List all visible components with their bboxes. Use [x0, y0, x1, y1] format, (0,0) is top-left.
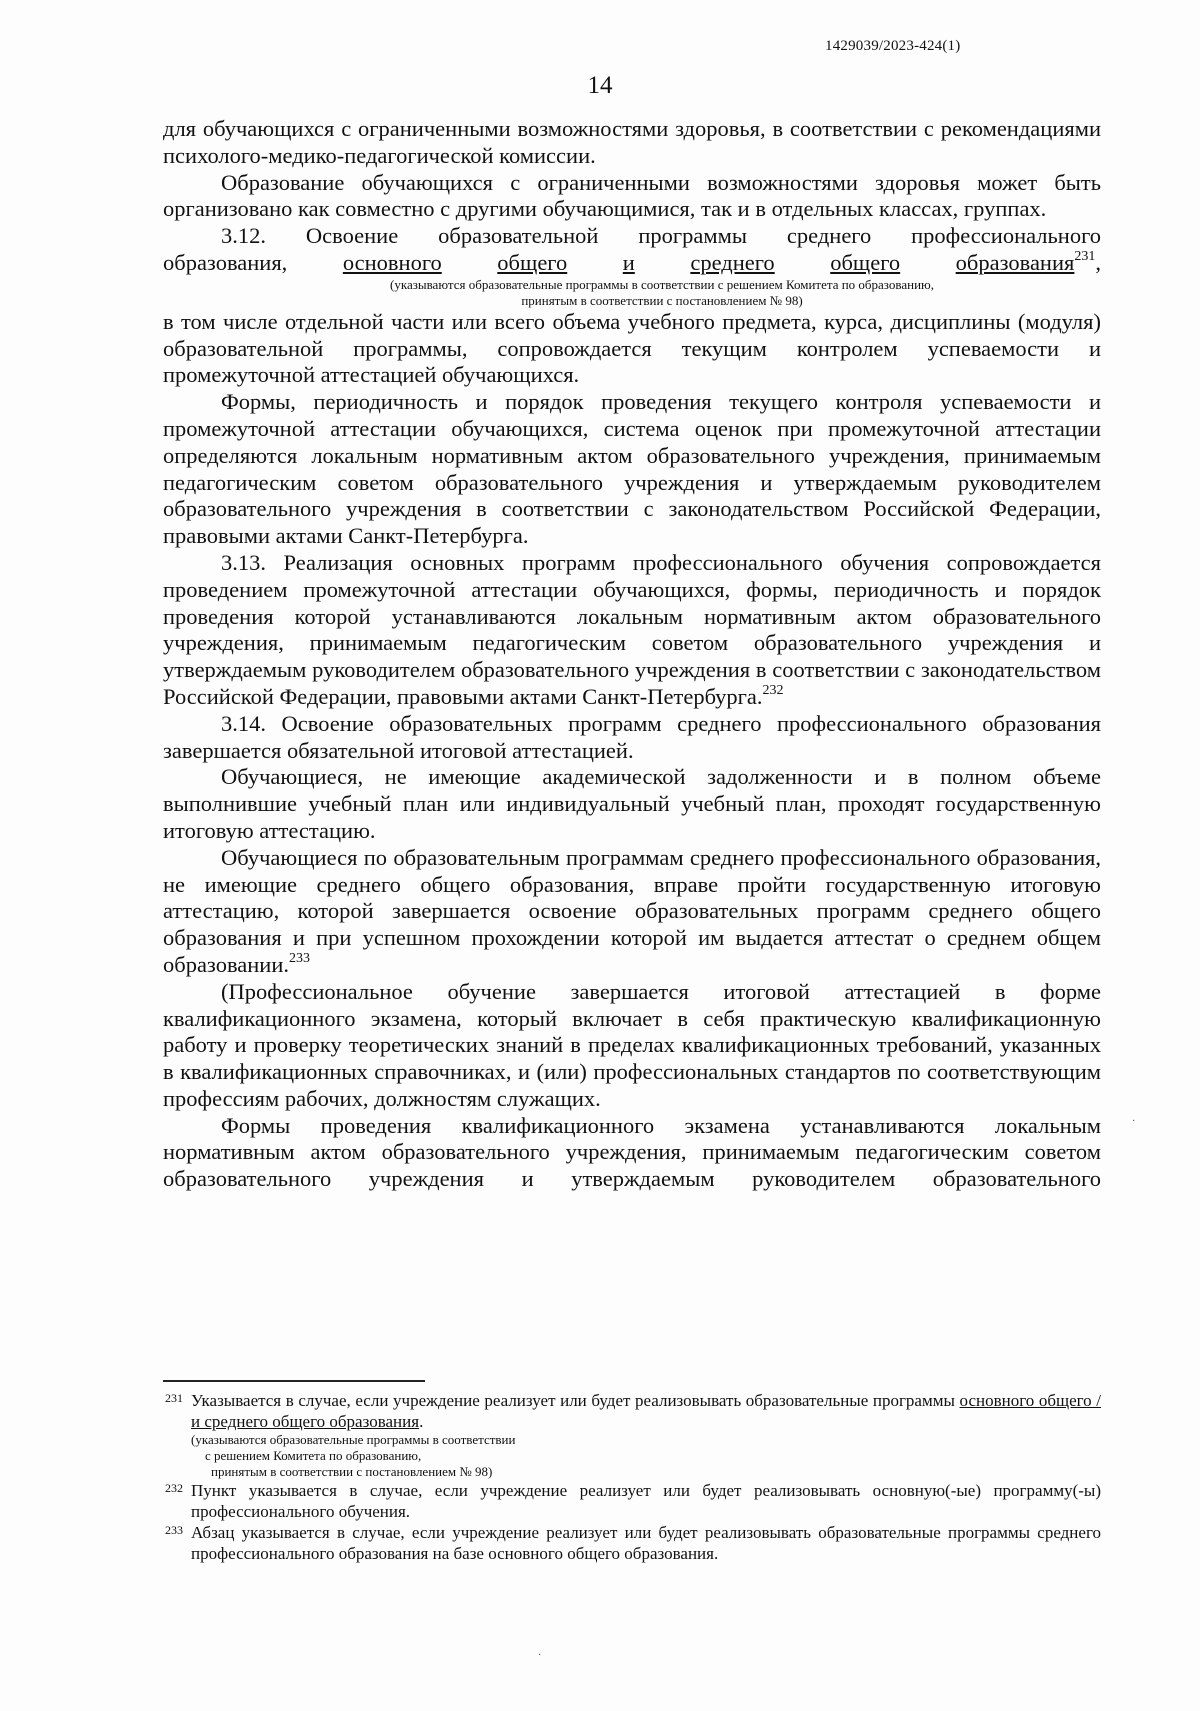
underlined-word: среднего	[690, 249, 775, 275]
footnote-231	[163, 1390, 1101, 1432]
footnote-underlined: основного общего /и среднего общего образования	[191, 1391, 1101, 1431]
footnote-text: Пункт указывается в случае, если учреждение реализует или будет реализовывать основную(-ые) программу(-ы) профессионального обучения.	[191, 1481, 1101, 1521]
footnote-text: Абзац указывается в случае, если учреждение реализует или будет реализовывать образовательные программы среднего профессионального образования на базе основного общего образования.	[191, 1523, 1101, 1563]
footnote-233	[163, 1522, 1101, 1564]
document-body	[163, 116, 1101, 1193]
paragraph-continuation: для обучающихся с ограниченными возможностями здоровья, в соответствии с рекомендациями психолого-медико-педагогической комиссии.	[163, 116, 1101, 168]
clause-3-13-text: 3.13. Реализация основных программ профессионального обучения сопровождается проведением промежуточной аттестации обучающихся, формы, периодичность и порядок проведения которой устанавливаются локальным нормативным актом образовательного учреждения, принимаемым педагогическим советом образовательного учреждения и утверждаемым руководителем образовательного учреждения в соответствии с законодательством Российской Федерации, правовыми актами Санкт-Петербурга.	[163, 549, 1101, 709]
scan-speck: ·	[538, 1650, 542, 1661]
underlined-word: основного	[342, 249, 442, 275]
paragraph-professional-training: (Профессиональное обучение завершается итоговой аттестацией в форме квалификационного экзамена, который включает в себя практическую квалификационную работу и проверку теоретических знаний в пределах квалификационных требований, указанных в квалификационных справочниках, и (или) профессиональных стандартов по соответствующим профессиям рабочих, должностям служащих.	[163, 978, 1101, 1111]
underlined-word: общего	[830, 249, 901, 275]
footnote-text: Указывается в случае, если учреждение реализует или будет реализовывать образовательные программы	[191, 1391, 960, 1410]
note-line: принятым в соответствии с постановлением № 98)	[211, 1464, 493, 1479]
paragraph-education-organization: Образование обучающихся с ограниченными возможностями здоровья может быть организовано как совместно с другими обучающимися, так и в отдельных классах, группах.	[163, 169, 1101, 222]
underlined-with-ref	[956, 250, 1101, 277]
footnote-ref-233[interactable]: 233	[289, 950, 311, 966]
paragraph-exam-forms: Формы проведения квалификационного экзамена устанавливаются локальным нормативным актом образовательного учреждения, принимаемым педагогическим советом образовательного учреждения и утверждаемым руководителем образовательного	[163, 1112, 1101, 1192]
note-line: принятым в соответствии с постановлением № 98)	[521, 292, 803, 308]
footnote-number: 233	[165, 1523, 183, 1537]
scan-speck: ·	[1132, 1116, 1136, 1127]
footnotes	[163, 1390, 1101, 1564]
clause-3-12-word: образования,	[163, 249, 288, 275]
clause-3-14: 3.14. Освоение образовательных программ среднего профессионального образования завершается обязательной итоговой аттестацией.	[163, 710, 1101, 763]
page-number: 14	[587, 72, 613, 99]
clause-3-12-line1: 3.12. Освоение образовательной программы среднего профессионального	[221, 223, 1101, 249]
clause-3-12-line2	[163, 250, 1101, 277]
footnote-separator	[163, 1380, 425, 1382]
footnote-number: 231	[165, 1391, 183, 1405]
paragraph-state-attestation: Обучающиеся, не имеющие академической задолженности и в полном объеме выполнившие учебный план или индивидуальный учебный план, проходят государственную итоговую аттестацию.	[163, 764, 1101, 843]
underlined-word: общего	[497, 249, 568, 275]
paragraph-secondary-education	[163, 845, 1101, 979]
underlined-word: образования	[955, 249, 1075, 275]
comma: ,	[1095, 249, 1101, 275]
underlined-word: и	[622, 249, 635, 275]
paragraph-forms-periodicity: Формы, периодичность и порядок проведения текущего контроля успеваемости и промежуточной аттестации обучающихся, система оценок при промежуточной аттестации определяются локальным нормативным актом образовательного учреждения, принимаемым педагогическим советом образовательного учреждения и утверждаемым руководителем образовательного учреждения в соответствии с законодательством Российской Федерации, правовыми актами Санкт-Петербурга.	[163, 389, 1101, 549]
footnote-232	[163, 1480, 1101, 1522]
clause-3-12-note	[303, 277, 1021, 309]
footnote-number: 232	[165, 1481, 183, 1495]
paragraph-secondary-education-text: Обучающиеся по образовательным программам среднего профессионального образования, не имеющие среднего общего образования, вправе пройти государственную итоговую аттестацию, которой завершается освоение образовательных программ среднего общего образования и при успешном прохождении которой им выдается аттестат о среднем общем образовании.	[163, 844, 1101, 977]
footnote-231-note	[163, 1432, 1101, 1480]
clause-3-12-rest: в том числе отдельной части или всего объема учебного предмета, курса, дисциплины (модуля) образовательной программы, сопровождается текущим контролем успеваемости и промежуточной аттестацией обучающихся.	[163, 308, 1101, 388]
note-line: (указываются образовательные программы в соответствии с решением Комитета по образованию,	[390, 276, 934, 292]
note-line: (указываются образовательные программы в соответствии	[191, 1432, 516, 1447]
document-id: 1429039/2023-424(1)	[825, 38, 961, 54]
footnote-ref-232[interactable]: 232	[762, 682, 784, 698]
footnote-ref-231[interactable]: 231	[1074, 248, 1096, 264]
footnote-period: .	[419, 1412, 424, 1431]
note-line: с решением Комитета по образованию,	[205, 1448, 422, 1463]
clause-3-13	[163, 550, 1101, 711]
